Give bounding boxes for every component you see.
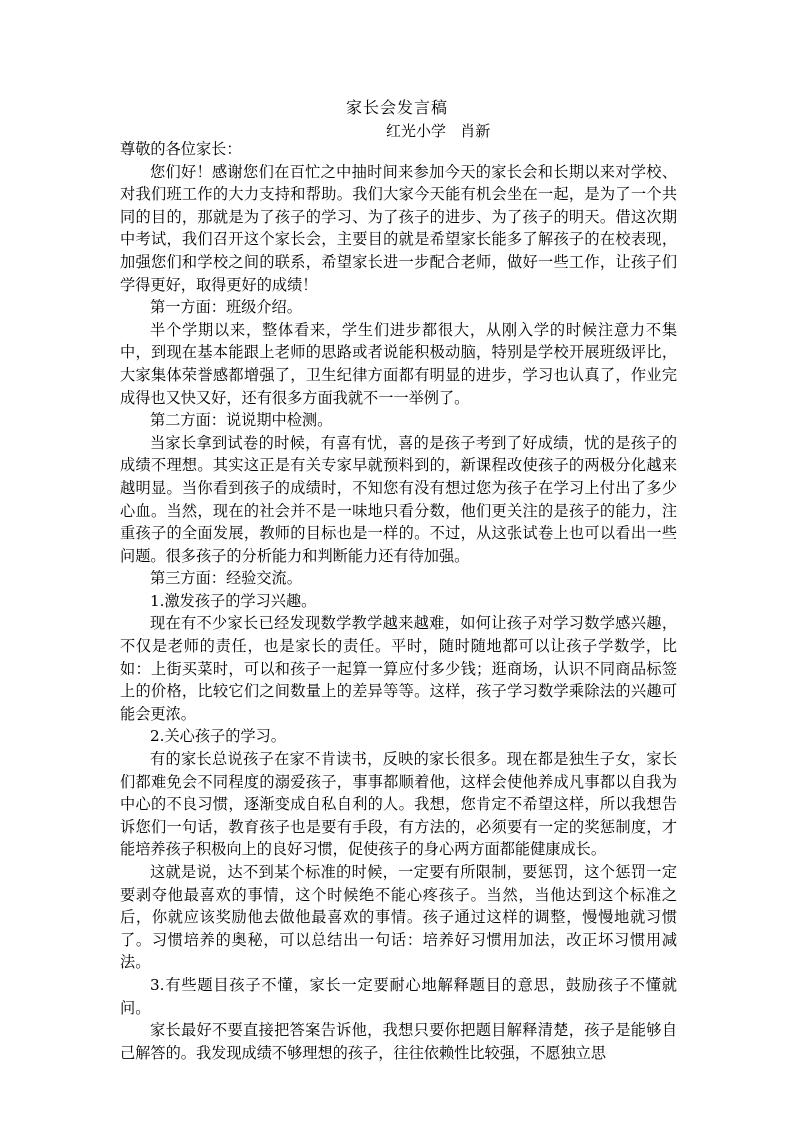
section-heading-midterm: 第二方面：说说期中检测。 (150, 411, 333, 430)
paragraph-midterm: 当家长拿到试卷的时候，有喜有忧，喜的是孩子考到了好成绩，忧的是孩子的成绩不理想。其实这正是有关专家早就预料到的，新课程改使孩子的两极分化越来越明显。当你看到孩子的成绩时，不知您有没有想过您为孩子在学习上付出了多少心血。当然，现在的社会并不是一味地只看分数，他们更关注的是孩子的能力，注重孩子的全面发展，教师的目标也是一样的。不过，从这张试卷上也可以看出一些问题。很多孩子的分析能力和判断能力还有待加强。 (120, 433, 677, 565)
paragraph-interest: 现在有不少家长已经发现数学教学越来越难，如何让孩子对学习数学感兴趣，不仅是老师的责任，也是家长的责任。平时，随时随地都可以让孩子学数学，比如：上街买菜时，可以和孩子一起算一算应付多少钱；逛商场，认识不同商品标签上的价格，比较它们之间数量上的差异等等。这样，孩子学习数学乘除法的兴趣可能会更浓。 (120, 614, 677, 723)
paragraph-class-intro: 半个学期以来，整体看来，学生们进步都很大，从刚入学的时候注意力不集中，到现在基本能跟上老师的思路或者说能积极动脑，特别是学校开展班级评比，大家集体荣誉感都增强了，卫生纪律方面都有明显的进步，学习也认真了，作业完成得也又快又好，还有很多方面我就不一一举例了。 (120, 320, 677, 407)
paragraph-explain: 家长最好不要直接把答案告诉他，我想只要你把题目解释清楚，孩子是能够自己解答的。我发现成绩不够理想的孩子，往往依赖性比较强，不愿独立思 (120, 1021, 677, 1062)
section-heading-class-intro: 第一方面：班级介绍。 (150, 298, 302, 317)
document-body (120, 138, 677, 1064)
document-byline: 红光小学 肖新 (386, 122, 491, 140)
subheading-explain: 3.有些题目孩子不懂，家长一定要耐心地解释题目的意思，鼓励孩子不懂就问。 (120, 975, 677, 1017)
section-heading-experience: 第三方面：经验交流。 (150, 569, 302, 588)
salutation: 尊敬的各位家长： (120, 140, 242, 158)
subheading-interest: 1.激发孩子的学习兴趣。 (150, 591, 317, 610)
paragraph-greeting: 您们好！感谢您们在百忙之中抽时间来参加今天的家长会和长期以来对学校、对我们班工作的大力支持和帮助。我们大家今天能有机会坐在一起，是为了一个共同的目的，那就是为了孩子的学习、为了孩子的进步、为了孩子的明天。借这次期中考试，我们召开这个家长会，主要目的就是希望家长能多了解孩子的在校表现，加强您们和学校之间的联系，希望家长进一步配合老师，做好一些工作，让孩子们学得更好，取得更好的成绩！ (120, 162, 677, 294)
document-title: 家长会发言稿 (345, 98, 448, 117)
paragraph-care: 有的家长总说孩子在家不肯读书，反映的家长很多。现在都是独生子女，家长们都难免会不同程度的溺爱孩子，事事都顺着他，这样会使他养成凡事都以自我为中心的不良习惯，逐渐变成自私自利的人。我想，您肯定不希望这样，所以我想告诉您们一句话，教育孩子也是要有手段，有方法的，必须要有一定的奖惩制度，才能培养孩子积极向上的良好习惯，促使孩子的身心两方面都能健康成长。 (120, 750, 677, 859)
paragraph-reward-punish: 这就是说，达不到某个标准的时候，一定要有所限制，要惩罚，这个惩罚一定要剥夺他最喜欢的事情，这个时候绝不能心疼孩子。当然，当他达到这个标准之后，你就应该奖励他去做他最喜欢的事情。孩子通过这样的调整，慢慢地就习惯了。习惯培养的奥秘，可以总结出一句话：培养好习惯用加法，改正坏习惯用减法。 (120, 863, 677, 972)
subheading-care: 2.关心孩子的学习。 (150, 727, 286, 746)
